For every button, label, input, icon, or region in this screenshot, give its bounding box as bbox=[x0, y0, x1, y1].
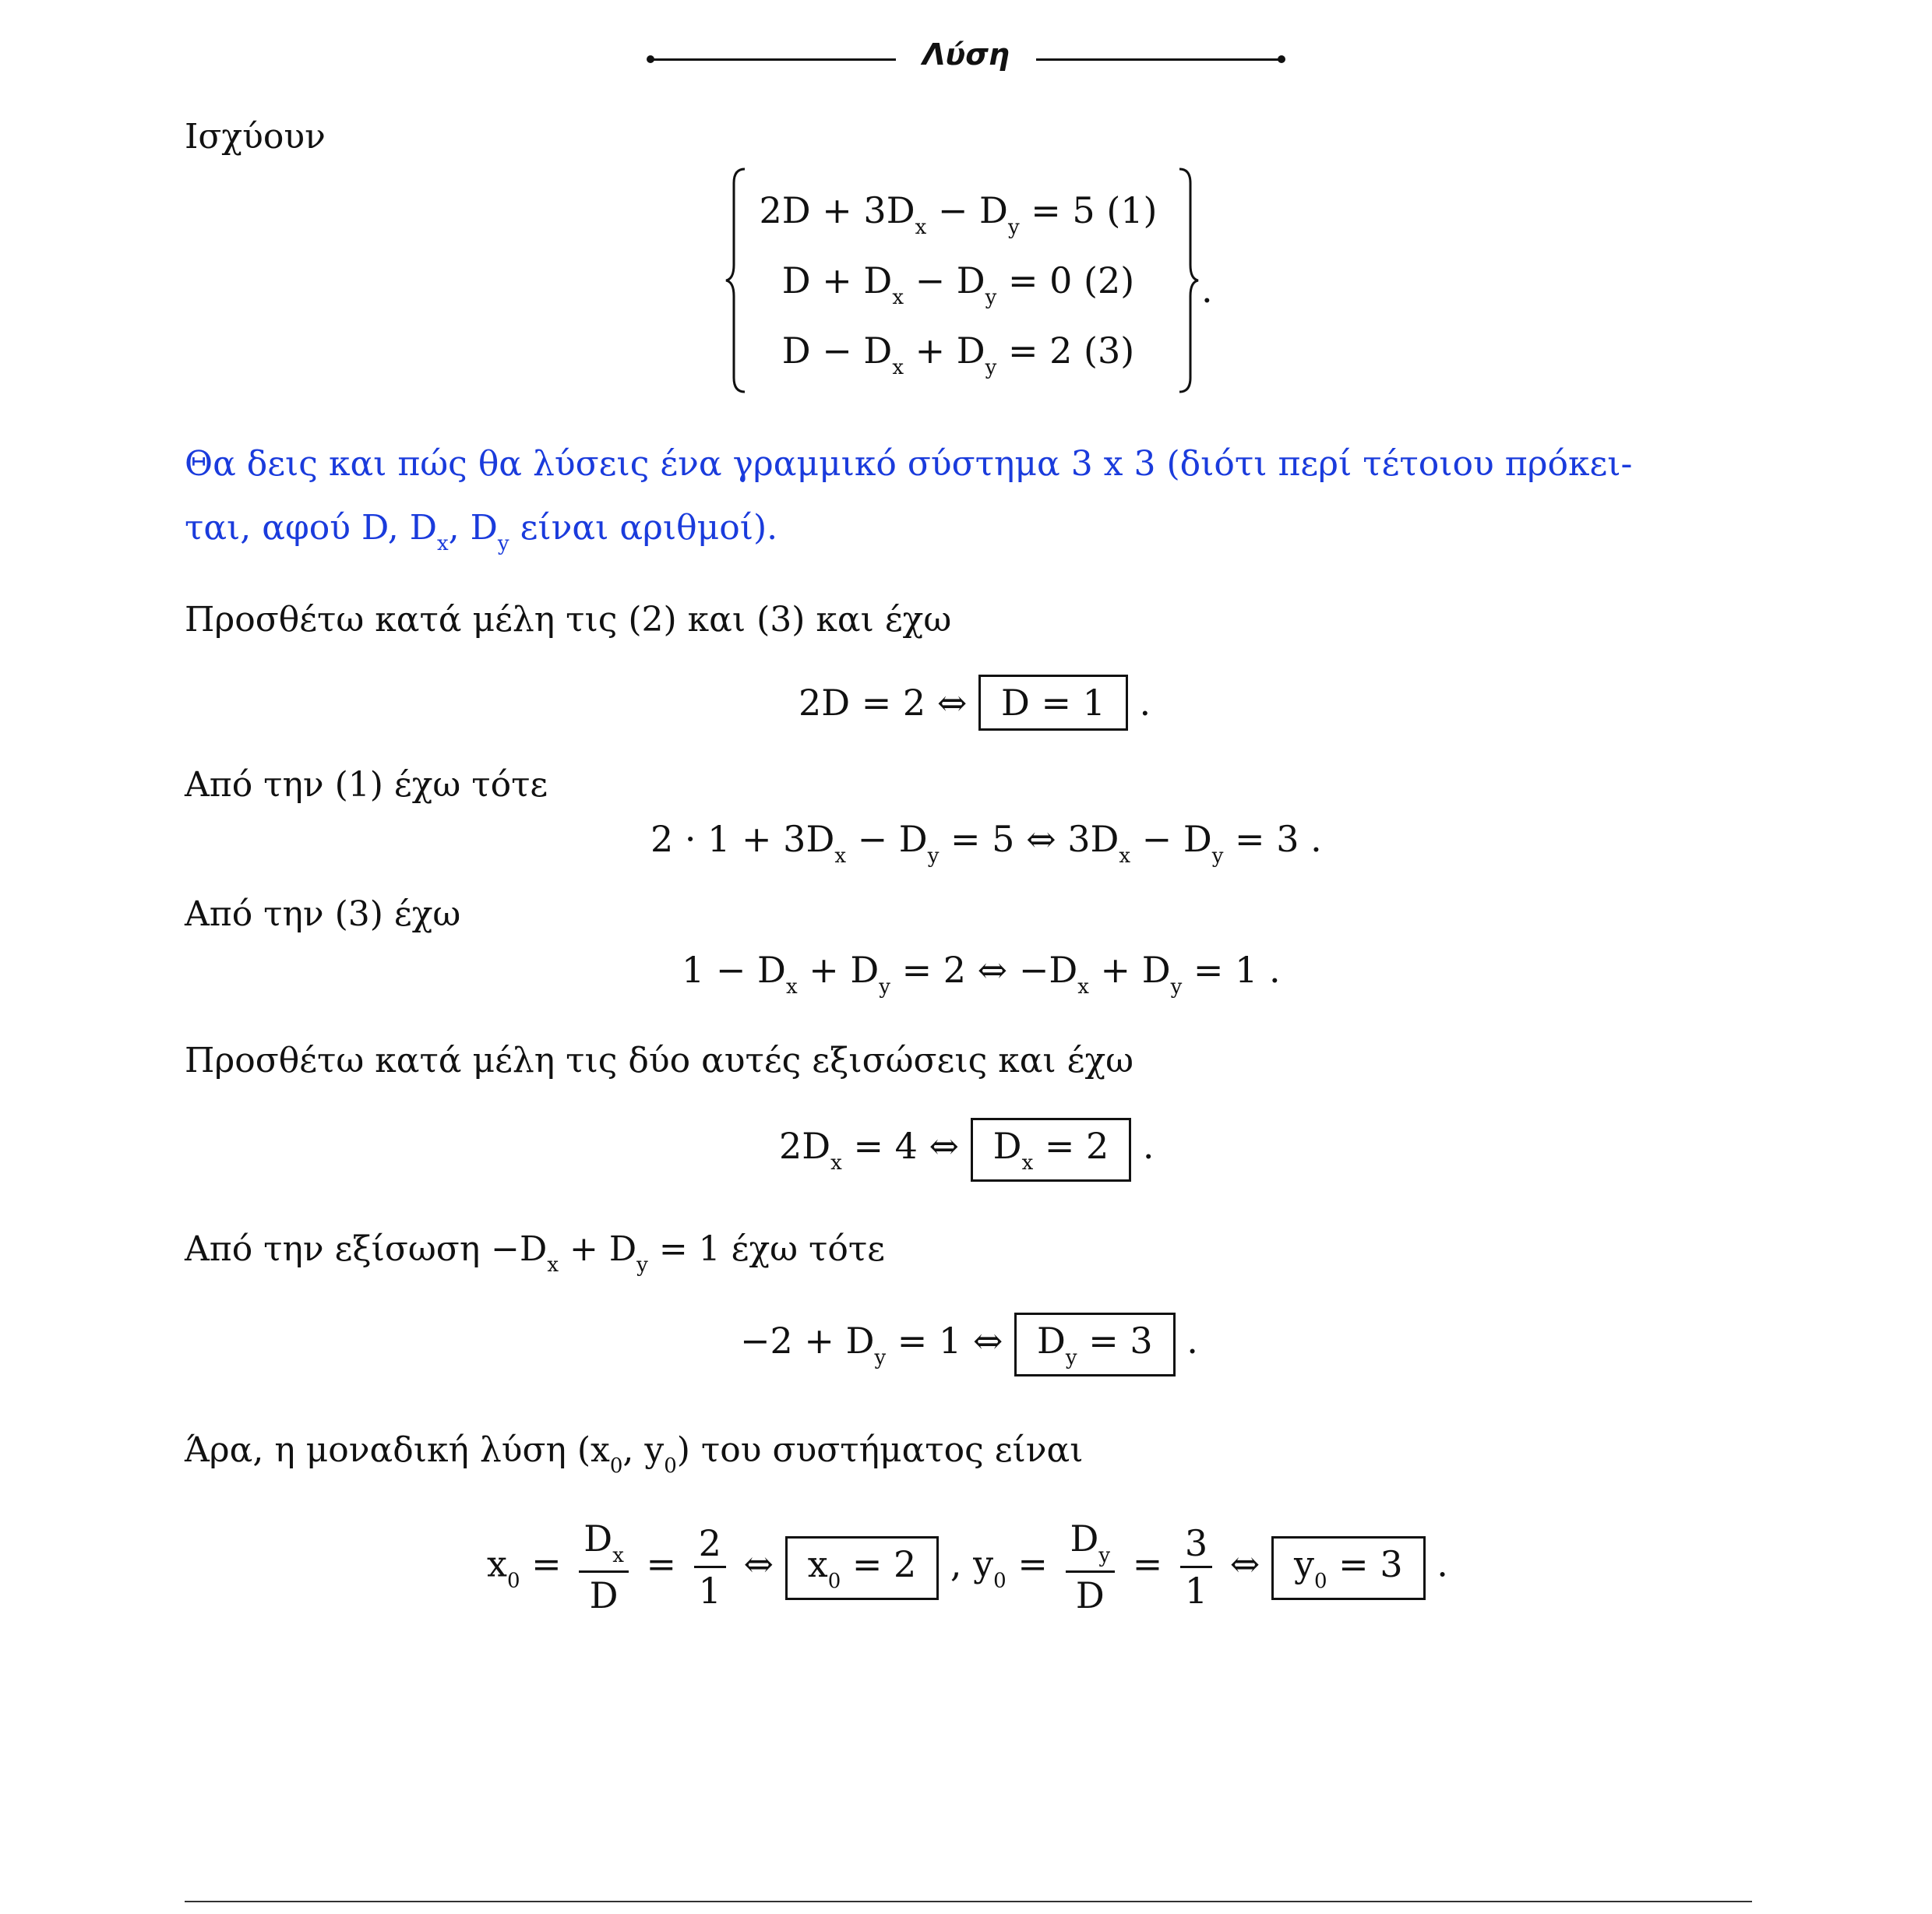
note-line-2: ται, αφού D, $D_x$, $D_y$ είναι αριθμοί). bbox=[185, 508, 778, 555]
equation-system bbox=[724, 167, 1223, 393]
fraction-Dx-over-D: $\frac{D_x}{D}$ bbox=[579, 1519, 629, 1615]
step1-equation: 2D = 2 ⇔ D = 1 . bbox=[799, 675, 1151, 731]
fraction-Dy-over-D: $\frac{D_y}{D}$ bbox=[1066, 1519, 1116, 1615]
step3-equation: $1 - D_x + D_y = 2$ ⇔ $-D_x + D_y = 1$ . bbox=[682, 949, 1281, 999]
header-right-rule bbox=[1036, 58, 1282, 61]
header-left-rule bbox=[650, 58, 896, 61]
result-box-x0: $x_0 = 2$ bbox=[785, 1536, 940, 1600]
step5-equation: $-2 + D_y = 1$ ⇔ $D_y = 3$ . bbox=[740, 1313, 1198, 1376]
result-box-y0: $y_0 = 3$ bbox=[1271, 1536, 1426, 1600]
final-equation: $x_0$ = $\frac{D_x}{D}$ = $\frac{2}{1}$ ⇔ $x_0 = 2$ , $y_0$ = $\frac{D_y}{D}$ = $\frac{3}{1}$ ⇔ $y_0 = 3$ . bbox=[487, 1517, 1448, 1616]
system-row-2: $D + D_x - D_y = 0$ (2) bbox=[781, 259, 1135, 309]
result-box-Dy: $D_y = 3$ bbox=[1014, 1313, 1176, 1376]
header-right-dot bbox=[1278, 55, 1285, 63]
intro-text: Ισχύουν bbox=[185, 117, 326, 157]
system-period: . bbox=[1201, 269, 1213, 311]
right-brace bbox=[1176, 167, 1200, 393]
step3-text: Από την (3) έχω bbox=[185, 894, 461, 934]
step5-text: Από την $\varepsilon\xi ί\sigma\omega\sigma\eta -D_x + D_y = 1$ έχω τότε bbox=[185, 1229, 885, 1277]
header-title: Λύση bbox=[922, 37, 1010, 72]
step4-text: Προσθέτω κατά μέλη τις δύο αυτές εξισώσεις και έχω bbox=[185, 1041, 1133, 1080]
note-line-1: Θα δεις και πώς θα λύσεις ένα γραμμικό σύστημα 3 x 3 (διότι περί τέτοιου πρόκει- bbox=[185, 444, 1633, 484]
footer-rule bbox=[185, 1901, 1752, 1902]
step2-text: Από την (1) έχω τότε bbox=[185, 765, 548, 805]
system-row-3: $D - D_x + D_y = 2$ (3) bbox=[781, 330, 1135, 379]
fraction-3-over-1: $\frac{3}{1}$ bbox=[1180, 1524, 1212, 1611]
fraction-2-over-1: $\frac{2}{1}$ bbox=[694, 1524, 726, 1611]
step4-equation: $2D_x = 4$ ⇔ $D_x = 2$ . bbox=[779, 1118, 1155, 1182]
step1-text: Προσθέτω κατά μέλη τις (2) και (3) και έχω bbox=[185, 600, 952, 640]
result-box-D: D = 1 bbox=[978, 675, 1128, 731]
section-header bbox=[647, 31, 1285, 86]
system-rows bbox=[756, 175, 1161, 386]
step6-text: Άρα, η μοναδική λύση ($x_0$, $y_0$) του συστήματος είναι bbox=[185, 1430, 1084, 1478]
result-box-Dx: $D_x = 2$ bbox=[971, 1118, 1132, 1182]
step2-equation: $2 \cdot 1 + 3D_x - D_y = 5$ ⇔ $3D_x - D_y = 3$ . bbox=[650, 818, 1322, 868]
left-brace bbox=[724, 167, 748, 393]
system-row-1: $2D + 3D_x - D_y = 5$ (1) bbox=[759, 189, 1158, 239]
